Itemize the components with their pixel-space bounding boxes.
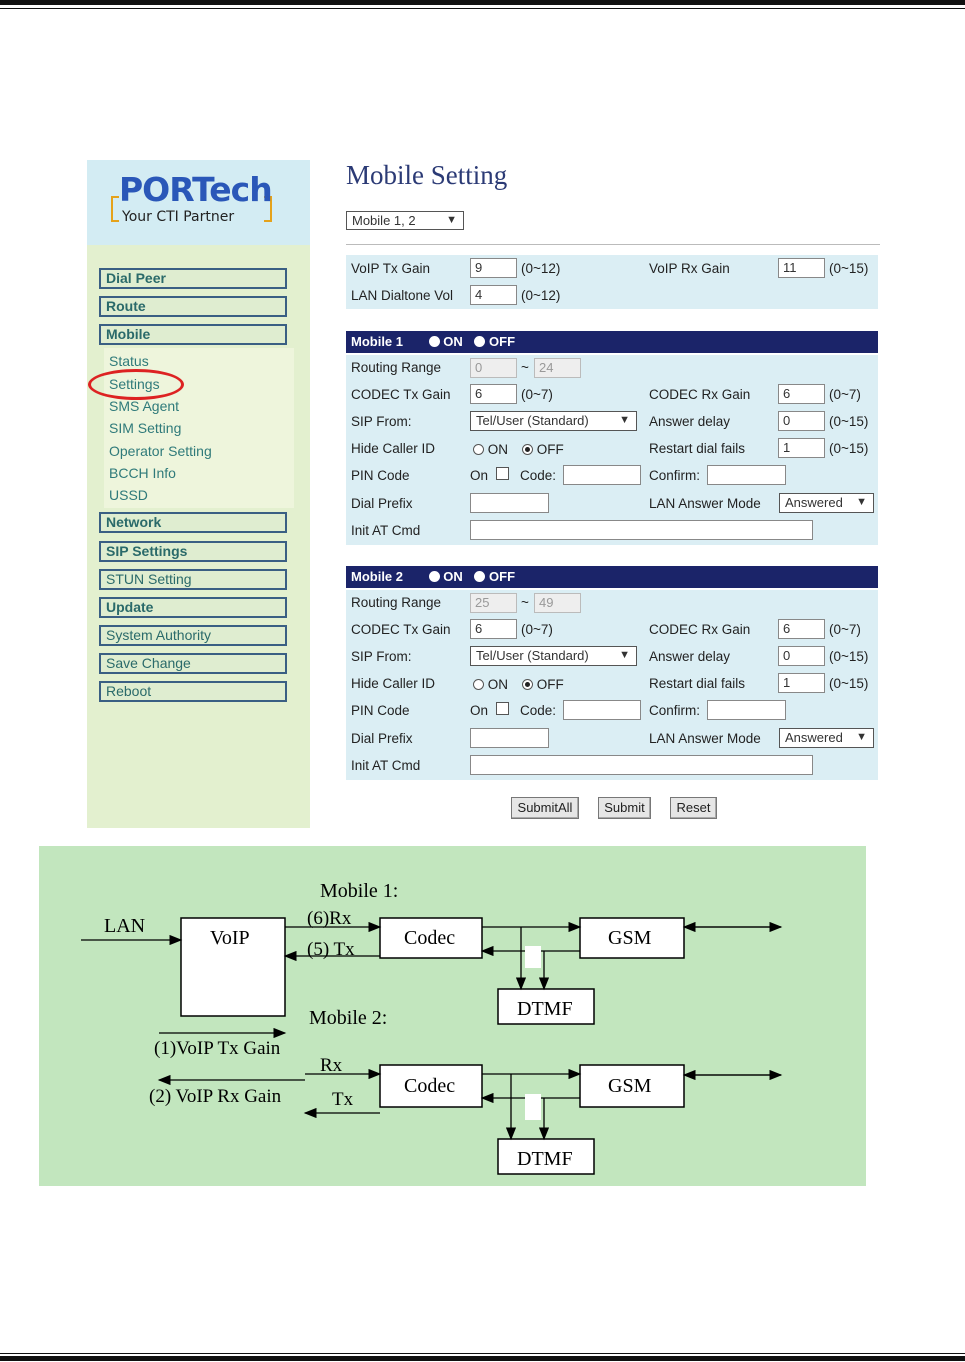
m1-routing-from-input[interactable]: 0: [470, 358, 517, 378]
m1-sip-from-value: Tel/User (Standard): [476, 413, 589, 428]
dtmf2-gap: [525, 1094, 541, 1120]
m1-init-at-input[interactable]: [470, 520, 813, 540]
m1-hide-caller-on[interactable]: [473, 442, 508, 457]
m2-lan-answer-label: LAN Answer Mode: [649, 731, 761, 746]
lan-label: LAN: [104, 915, 146, 937]
m2-codec-tx-label: CODEC Tx Gain: [351, 622, 451, 637]
radio-icon: [474, 336, 485, 347]
m1-lan-answer-value: Answered: [785, 495, 843, 510]
on-label: ON: [443, 569, 463, 584]
m2-sip-from-select[interactable]: [470, 646, 637, 666]
m1-routing-range-label: Routing Range: [351, 360, 442, 375]
codec2-label: Codec: [404, 1075, 456, 1097]
off-label: OFF: [489, 569, 516, 584]
m1-routing-tilde: ~: [521, 360, 529, 375]
radio-checked-icon: [522, 679, 533, 690]
mobile1-header: [346, 331, 878, 353]
m1-answer-delay-label: Answer delay: [649, 414, 731, 429]
nav-dial-peer[interactable]: Dial Peer: [99, 268, 287, 289]
m1-dial-prefix-input[interactable]: [470, 493, 549, 513]
nav-stun-setting[interactable]: STUN Setting: [99, 569, 287, 590]
dtmf1-label: DTMF: [517, 998, 573, 1020]
gsm2-label: GSM: [608, 1075, 652, 1097]
voip-rx-gain-label: (2) VoIP Rx Gain: [149, 1086, 282, 1107]
voip-rx-gain-input[interactable]: 11: [778, 258, 825, 278]
m2-answer-delay-label: Answer delay: [649, 649, 731, 664]
m1-codec-rx-input[interactable]: 6: [778, 384, 825, 404]
subnav-operator-setting[interactable]: Operator Setting: [109, 443, 212, 459]
reset-button[interactable]: Reset: [670, 797, 717, 819]
radio-icon: [429, 336, 440, 347]
m2-hide-caller-on[interactable]: [473, 677, 508, 692]
m2-restart-label: Restart dial fails: [649, 676, 746, 691]
off-label: OFF: [536, 442, 564, 457]
m2-sip-from-label: SIP From:: [351, 649, 412, 664]
m2-hide-caller-label: Hide Caller ID: [351, 676, 436, 691]
mobile2-off-radio[interactable]: [474, 569, 515, 584]
m2-lan-answer-select[interactable]: [779, 728, 874, 748]
nav-update[interactable]: Update: [99, 597, 287, 618]
m1-pin-code-label: PIN Code: [351, 468, 410, 483]
nav-network[interactable]: Network: [99, 512, 287, 533]
voip-rx-gain-label: VoIP Rx Gain: [649, 261, 730, 276]
m1-answer-delay-input[interactable]: 0: [778, 411, 825, 431]
page-title: Mobile Setting: [346, 160, 508, 190]
subnav-status[interactable]: Status: [109, 353, 149, 369]
tx5-label: (5) Tx: [307, 939, 355, 960]
dtmf1-gap: [525, 946, 541, 968]
m2-restart-input[interactable]: 1: [778, 673, 825, 693]
m2-codec-tx-range: (0~7): [521, 622, 553, 637]
m2-hide-caller-off[interactable]: [522, 677, 564, 692]
logo-tagline: Your CTI Partner: [122, 209, 235, 225]
m2-sip-from-value: Tel/User (Standard): [476, 648, 589, 663]
m1-init-at-label: Init AT Cmd: [351, 523, 421, 538]
gsm1-label: GSM: [608, 927, 652, 949]
mobile2-on-radio[interactable]: [429, 569, 463, 584]
m2-answer-delay-range: (0~15): [829, 649, 869, 664]
mobile2-label: Mobile 2:: [309, 1007, 388, 1029]
m2-confirm-label: Confirm:: [649, 703, 701, 718]
on-label: ON: [487, 442, 509, 457]
nav-reboot[interactable]: Reboot: [99, 681, 287, 702]
m1-pin-checkbox[interactable]: [496, 467, 509, 480]
m1-pin-on-label: On: [470, 468, 489, 483]
m2-restart-range: (0~15): [829, 676, 869, 691]
voip-tx-gain-input[interactable]: 9: [470, 258, 517, 278]
mobile2-title: Mobile 2: [351, 569, 404, 584]
radio-icon: [473, 444, 484, 455]
m1-code-label: Code:: [520, 468, 557, 483]
m1-routing-to-input[interactable]: 24: [534, 358, 581, 378]
subnav-sms-agent[interactable]: SMS Agent: [109, 398, 180, 414]
radio-icon: [473, 679, 484, 690]
signal-flow-diagram: [39, 846, 866, 1186]
m2-answer-delay-input[interactable]: 0: [778, 646, 825, 666]
mobile-select[interactable]: [346, 211, 464, 230]
m1-lan-answer-select[interactable]: [779, 493, 874, 513]
subnav-ussd[interactable]: USSD: [109, 487, 148, 503]
m1-confirm-label: Confirm:: [649, 468, 701, 483]
m2-init-at-label: Init AT Cmd: [351, 758, 421, 773]
m1-codec-rx-label: CODEC Rx Gain: [649, 387, 751, 402]
dtmf2-label: DTMF: [517, 1148, 573, 1170]
diagram-svg: [39, 846, 866, 1186]
radio-icon: [474, 571, 485, 582]
bottom-rule: [0, 1356, 965, 1361]
nav-route[interactable]: Route: [99, 296, 287, 317]
nav-sip-settings[interactable]: SIP Settings: [99, 541, 287, 562]
rx6-label: (6)Rx: [307, 908, 352, 929]
m1-answer-delay-range: (0~15): [829, 414, 869, 429]
mobile1-on-radio[interactable]: [429, 334, 463, 349]
m2-init-at-input[interactable]: [470, 755, 813, 775]
m1-dial-prefix-label: Dial Prefix: [351, 496, 413, 511]
submit-all-button[interactable]: SubmitAll: [511, 797, 579, 819]
m2-codec-rx-label: CODEC Rx Gain: [649, 622, 751, 637]
logo-bracket-left: [111, 196, 119, 222]
subnav-sim-setting[interactable]: SIM Setting: [109, 420, 182, 436]
lan-dialtone-label: LAN Dialtone Vol: [351, 288, 454, 303]
top-rule-thin: [0, 8, 965, 9]
m1-restart-range: (0~15): [829, 441, 869, 456]
m2-code-label: Code:: [520, 703, 557, 718]
mobile2-header: [346, 566, 878, 588]
voip-tx-gain-range: (0~12): [521, 261, 561, 276]
top-rule: [0, 0, 965, 5]
logo: PORTech: [119, 170, 272, 209]
m1-sip-from-label: SIP From:: [351, 414, 412, 429]
off-label: OFF: [489, 334, 516, 349]
on-label: ON: [487, 677, 509, 692]
m2-pin-code-label: PIN Code: [351, 703, 410, 718]
bottom-rule-thin: [0, 1353, 965, 1354]
m1-restart-label: Restart dial fails: [649, 441, 746, 456]
subnav-bcch-info[interactable]: BCCH Info: [109, 465, 176, 481]
mobile1-title: Mobile 1: [351, 334, 404, 349]
subnav-settings[interactable]: Settings: [109, 376, 160, 392]
voip-tx-gain-label: VoIP Tx Gain: [351, 261, 431, 276]
chevron-down-icon: ▼: [856, 731, 867, 743]
m1-code-input[interactable]: [563, 465, 641, 485]
m1-lan-answer-label: LAN Answer Mode: [649, 496, 761, 511]
off-label: OFF: [536, 677, 564, 692]
m2-code-input[interactable]: [563, 700, 641, 720]
lan-dialtone-range: (0~12): [521, 288, 561, 303]
rx2-label: Rx: [320, 1055, 343, 1076]
chevron-down-icon: ▼: [446, 214, 457, 226]
m1-codec-tx-range: (0~7): [521, 387, 553, 402]
m2-pin-on-label: On: [470, 703, 489, 718]
mobile-select-value: Mobile 1, 2: [352, 213, 416, 228]
m2-dial-prefix-label: Dial Prefix: [351, 731, 413, 746]
m2-lan-answer-value: Answered: [785, 730, 843, 745]
m1-restart-input[interactable]: 1: [778, 438, 825, 458]
on-label: ON: [443, 334, 463, 349]
chevron-down-icon: ▼: [619, 414, 630, 426]
mobile1-off-radio[interactable]: [474, 334, 515, 349]
m2-routing-range-label: Routing Range: [351, 595, 442, 610]
radio-icon: [429, 571, 440, 582]
voip-label: VoIP: [210, 927, 250, 949]
m2-codec-rx-range: (0~7): [829, 622, 861, 637]
chevron-down-icon: ▼: [856, 496, 867, 508]
m1-hide-caller-off[interactable]: [522, 442, 564, 457]
nav-system-authority[interactable]: System Authority: [99, 625, 287, 646]
m2-codec-rx-input[interactable]: 6: [778, 619, 825, 639]
m1-sip-from-select[interactable]: [470, 411, 637, 431]
lan-dialtone-input[interactable]: 4: [470, 285, 517, 305]
m2-confirm-input[interactable]: [707, 700, 786, 720]
m1-codec-tx-label: CODEC Tx Gain: [351, 387, 451, 402]
m2-routing-to-input[interactable]: 49: [534, 593, 581, 613]
radio-checked-icon: [522, 444, 533, 455]
nav-save-change[interactable]: Save Change: [99, 653, 287, 674]
m1-confirm-input[interactable]: [707, 465, 786, 485]
m1-codec-tx-input[interactable]: 6: [470, 384, 517, 404]
voip-rx-gain-range: (0~15): [829, 261, 869, 276]
m2-pin-checkbox[interactable]: [496, 702, 509, 715]
chevron-down-icon: ▼: [619, 649, 630, 661]
codec1-label: Codec: [404, 927, 456, 949]
mobile1-label: Mobile 1:: [320, 880, 399, 902]
tx2-label: Tx: [332, 1089, 354, 1110]
m2-routing-tilde: ~: [521, 595, 529, 610]
m2-codec-tx-input[interactable]: 6: [470, 619, 517, 639]
m2-dial-prefix-input[interactable]: [470, 728, 549, 748]
nav-mobile[interactable]: Mobile: [99, 324, 287, 345]
m1-hide-caller-label: Hide Caller ID: [351, 441, 436, 456]
title-separator: [346, 244, 880, 245]
m1-codec-rx-range: (0~7): [829, 387, 861, 402]
voip-tx-gain-label: (1)VoIP Tx Gain: [154, 1038, 281, 1059]
submit-button[interactable]: Submit: [598, 797, 651, 819]
m2-routing-from-input[interactable]: 25: [470, 593, 517, 613]
highlight-circle: [88, 369, 184, 400]
